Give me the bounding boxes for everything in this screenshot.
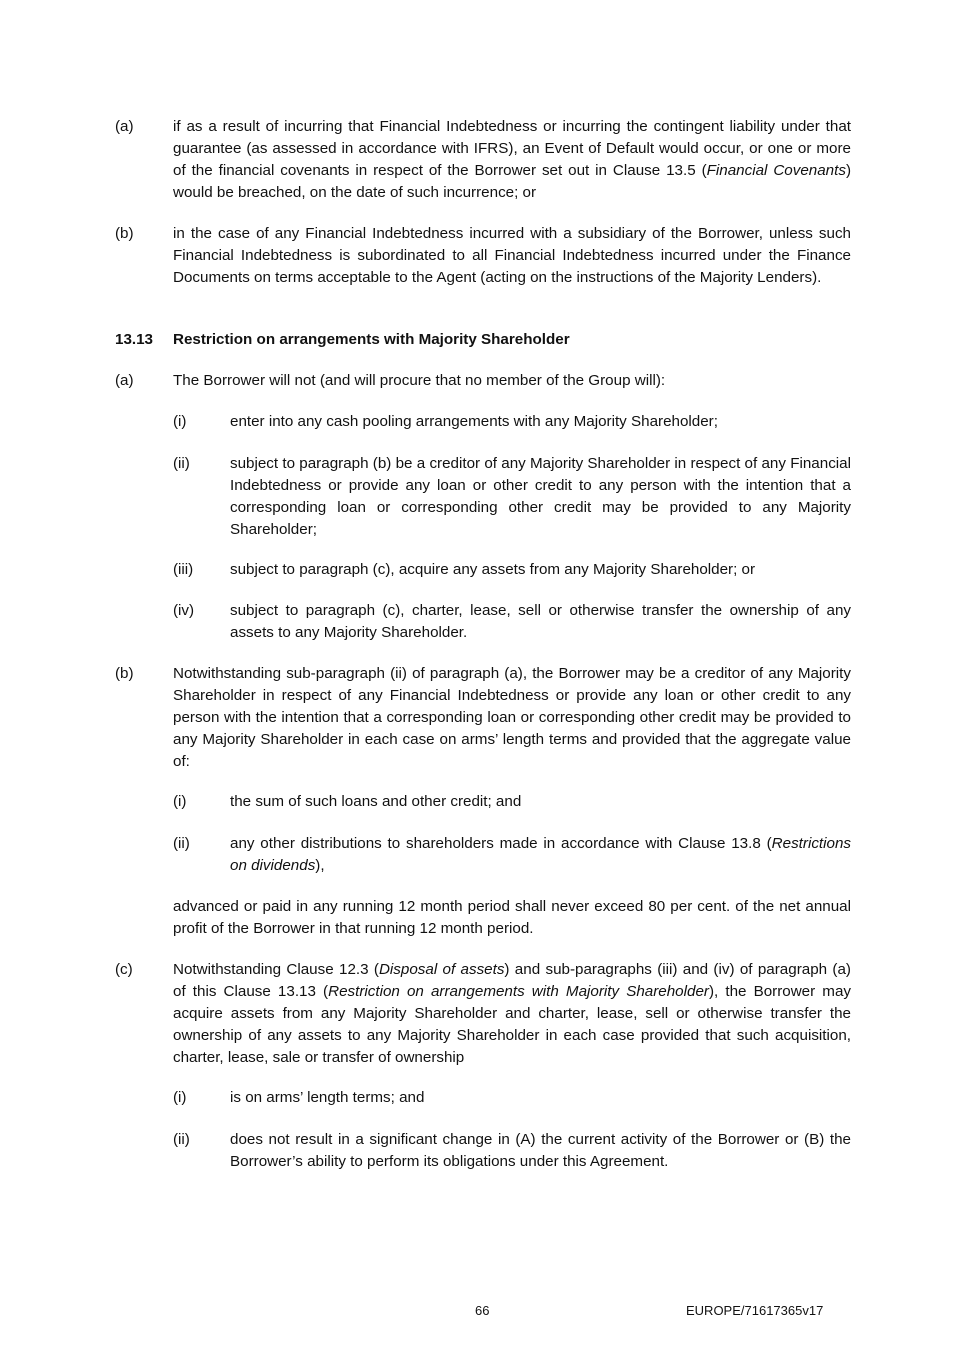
item-text: subject to paragraph (b) be a creditor of any Majority Shareholder in respect of any Financial Indebtedness or provide any loan or other credit to any person with the intention that a corresponding loan or corresponding other credit may be provided to any Majority Shareholder;	[230, 455, 851, 538]
paragraph-a	[115, 370, 851, 392]
item-label: (b)	[115, 665, 134, 682]
item-label: (iv)	[173, 602, 195, 619]
item-text: in the case of any Financial Indebtedness incurred with a subsidiary of the Borrower, unless such Financial Indebtedness is subordinated to all Financial Indebtedness incurred under the Finance Documents on terms acceptable to the Agent (acting on the instructions of the Majority Lenders).	[173, 225, 851, 286]
item-label: (ii)	[173, 1131, 190, 1148]
item-text: is on arms’ length terms; and	[230, 1089, 425, 1106]
item-text: subject to paragraph (c), charter, lease, sell or otherwise transfer the ownership of any assets to any Majority Shareholder.	[230, 602, 851, 641]
item-label: (i)	[173, 413, 187, 430]
item-label: (i)	[173, 793, 187, 810]
item-label: (a)	[115, 372, 134, 389]
document-reference: EUROPE/71617365v17	[686, 1303, 824, 1318]
sub-item	[115, 600, 851, 644]
sub-item	[115, 411, 851, 433]
item-text: the sum of such loans and other credit; and	[230, 793, 522, 810]
item-text: if as a result of incurring that Financial Indebtedness or incurring the contingent liability under that guarantee (as assessed in accordance with IFRS), an Event of Default would occur, or one or more of the financial covenants in respect of the Borrower set out in Clause 13.5 (Financial Covenants) would be breached, on the date of such incurrence; or	[173, 118, 851, 201]
item-text: The Borrower will not (and will procure that no member of the Group will):	[173, 372, 666, 389]
page-number: 66	[475, 1303, 490, 1318]
sub-item	[115, 453, 851, 541]
section-title: Restriction on arrangements with Majority Shareholder	[173, 331, 570, 348]
clause-item-a	[115, 116, 851, 204]
item-text: enter into any cash pooling arrangements with any Majority Shareholder;	[230, 413, 718, 430]
item-text: subject to paragraph (c), acquire any assets from any Majority Shareholder; or	[230, 561, 756, 578]
paragraph-b	[115, 663, 851, 773]
item-label: (ii)	[173, 455, 190, 472]
section-heading	[115, 329, 851, 351]
item-text: Notwithstanding Clause 12.3 (Disposal of assets) and sub-paragraphs (iii) and (iv) of paragraph (a) of this Clause 13.13 (Restriction on arrangements with Majority Shareholder), the Borrower may acquire assets from any Majority Shareholder and charter, lease, sell or otherwise transfer the ownership of any assets to any Majority Shareholder in each case provided that such acquisition, charter, lease, sale or transfer of ownership	[173, 961, 851, 1066]
item-label: (b)	[115, 225, 134, 242]
item-label: (i)	[173, 1089, 187, 1106]
sub-item	[115, 559, 851, 581]
section-number: 13.13	[115, 331, 154, 348]
item-text: Notwithstanding sub-paragraph (ii) of paragraph (a), the Borrower may be a creditor of any Majority Shareholder in respect of any Financial Indebtedness or provide any loan or other credit to any person with the intention that a corresponding loan or corresponding other credit may be provided to any Majority Shareholder in each case on arms’ length terms and provided that the aggregate value of:	[173, 665, 851, 770]
clause-item-b	[115, 223, 851, 289]
continuation-text: advanced or paid in any running 12 month period shall never exceed 80 per cent. of the net annual profit of the Borrower in that running 12 month period.	[173, 898, 851, 937]
paragraph-b-continuation	[115, 896, 851, 940]
sub-item	[115, 1129, 851, 1173]
item-text: any other distributions to shareholders made in accordance with Clause 13.8 (Restrictions on dividends),	[230, 835, 851, 874]
item-label: (iii)	[173, 561, 194, 578]
sub-item	[115, 791, 851, 813]
sub-item	[115, 833, 851, 877]
paragraph-c	[115, 959, 851, 1069]
item-label: (a)	[115, 118, 134, 135]
item-label: (c)	[115, 961, 133, 978]
sub-item	[115, 1087, 851, 1109]
item-text: does not result in a significant change in (A) the current activity of the Borrower or (B) the Borrower’s ability to perform its obligations under this Agreement.	[230, 1131, 851, 1170]
item-label: (ii)	[173, 835, 190, 852]
